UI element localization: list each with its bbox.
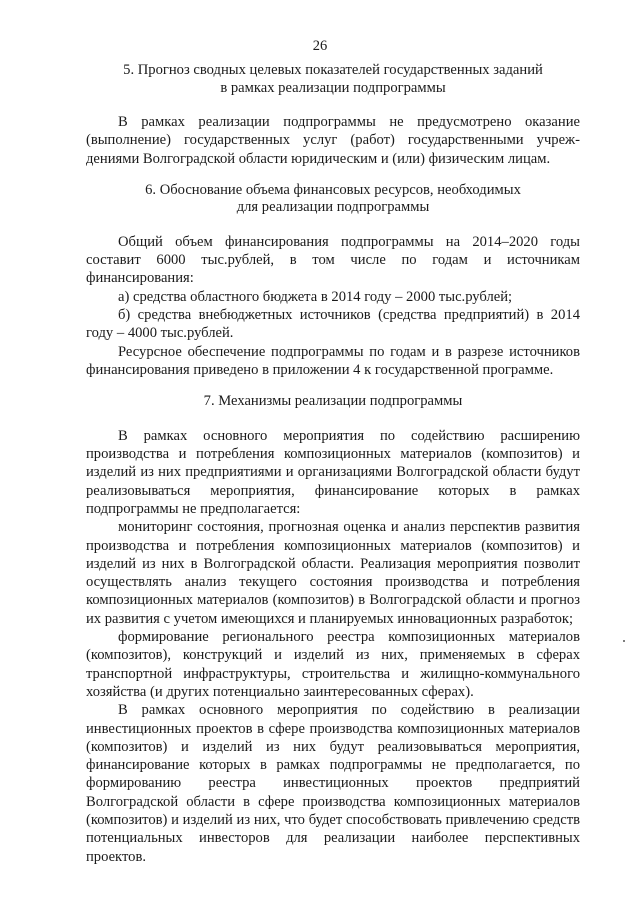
section-7-paragraph-3: формирование регионального реестра композиционных материалов (композитов), конструкций и изделий из них, применяемых в сферах транспортной инфраструктуры, строительства и жилищно-коммунального хозяйства (и других потенциально заинтересованных сферах). (86, 629, 580, 700)
section-5 (86, 62, 580, 168)
section-7-paragraph-1: В рамках основного мероприятия по содействию расширению производства и потребления композиционных материалов (композитов) и изделий из них предприятиями и организациями Волгоградской области будут реализовываться мероприятия, финансирование которых в рамках подпрограммы не предполагается: (86, 427, 580, 517)
section-5-paragraph-1: В рамках реализации подпрограммы не предусмотрено оказание (выполнение) государственных услуг (работ) государственными учреж-дениями Волгоградской области юридическим и (или) физическим лицам. (86, 114, 580, 167)
section-6-paragraph-2: а) средства областного бюджета в 2014 году – 2000 тыс.рублей; (118, 288, 513, 305)
section-6-title-line1: 6. Обоснование объема финансовых ресурсов, необходимых (145, 181, 521, 198)
section-5-title-line1: 5. Прогноз сводных целевых показателей государственных заданий (123, 62, 543, 78)
section-7-paragraph-2: мониторинг состояния, прогнозная оценка и анализ перспектив развития производства и потребления композиционных материалов (композитов) и изделий из них в Волгоградской области. Реализация мероприятия позволит осуществлять анализ текущего состояния производства и потребления композиционных материалов (композитов) в Волгоградской области и прогноз их развития с учетом имеющихся и планируемых инновационных разработок; (86, 519, 580, 627)
document-body (86, 62, 580, 866)
page-number: 26 (312, 38, 328, 54)
scan-speck (623, 640, 625, 642)
section-6-paragraph-3: б) средства внебюджетных источников (средства предприятий) в 2014 году – 4000 тыс.рублей. (86, 307, 580, 342)
section-6-title-line2: для реализации подпрограммы (236, 199, 430, 216)
section-7 (86, 393, 580, 866)
section-6-paragraph-1: Общий объем финансирования подпрограммы на 2014–2020 годы составит 6000 тыс.рублей, в том числе по годам и источникам финансирования: (86, 233, 580, 287)
section-5-title-line2: в рамках реализации подпрограммы (220, 79, 446, 96)
section-7-paragraph-4: В рамках основного мероприятия по содействию в реализации инвестиционных проектов в сфере производства композиционных материалов (композитов) и изделий из них будут реализовываться мероприятия, финансирование которых в рамках подпрограммы не предполагается, по формированию реестра инвестиционных проектов предприятий Волгоградской области в сфере производства композиционных материалов (композитов) и изделий из них, что будет способствовать привлечению средств потенциальных инвесторов для реализации наиболее перспективных проектов. (86, 702, 580, 865)
section-6 (86, 182, 580, 379)
section-6-paragraph-4: Ресурсное обеспечение подпрограммы по годам и в разрезе источников финансирования приведено в приложении 4 к государственной программе. (86, 343, 580, 378)
section-7-title: 7. Механизмы реализации подпрограммы (203, 393, 463, 410)
